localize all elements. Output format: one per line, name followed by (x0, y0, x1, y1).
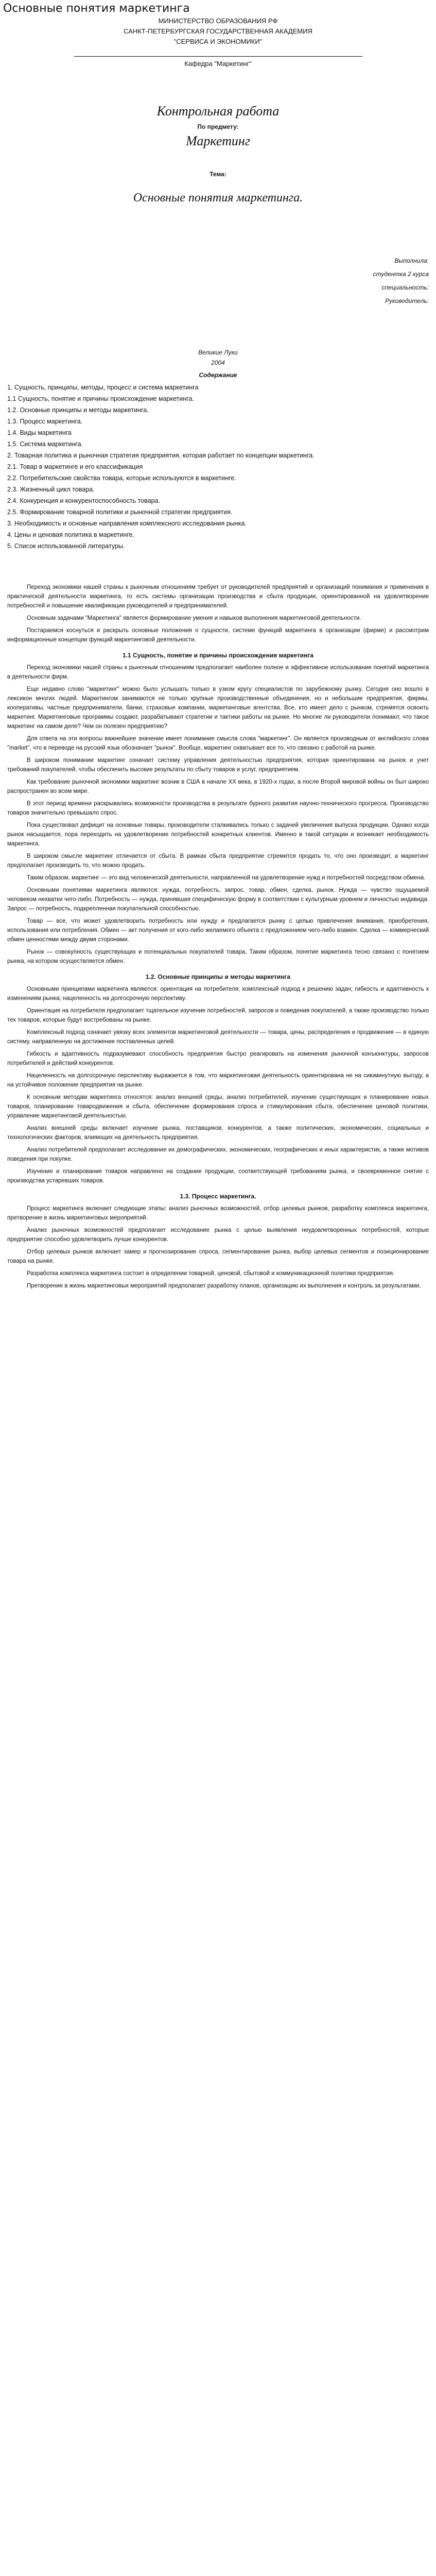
paragraph: Изучение и планирование товаров направлено на создание продукции, соответствующей требованиям рынка, и своевременное снятие с производства устаревших товаров. (7, 1168, 429, 1184)
section-heading-1-3: 1.3. Процесс маркетинга. (180, 1193, 256, 1200)
paragraph: Процесс маркетинга включает следующие этапы: анализ рыночных возможностей, отбор целевых рынков, разработку комплекса маркетинга, претворение в жизнь маркетинговых мероприятий. (7, 1206, 429, 1221)
divider (74, 56, 362, 57)
paragraph: Переход экономики нашей страны к рыночным отношениям предполагает наиболее полное и эффективное использование понятий маркетинга в деятельности фирм. (7, 665, 429, 680)
section-heading-1-2: 1.2. Основные принципы и методы маркетинга (145, 973, 291, 980)
paragraph: Основными понятиями маркетинга являются: нужда, потребность, запрос, товар, обмен, сделка, рынок. Нужда — чувство ощущаемой человеком нехватки чего-либо. Потребность — нужда, принявшая специфическую форму в соответствии с культурным уровнем и личностью индивида. Запрос — потребность, подкрепленная покупательной способностью. (7, 887, 429, 912)
body-intro (0, 583, 436, 645)
toc-item: 1.3. Процесс маркетинга. (7, 418, 83, 425)
paragraph: Анализ внешней среды включает изучение рынка, поставщиков, конкурентов, а также политических, экономических, социальных и технологических факторов, влияющих на деятельность предприятия. (7, 1125, 429, 1141)
paragraph: Отбор целевых рынков включает замер и прогнозирование спроса, сегментирование рынка, выбор целевых сегментов и позиционирование товара на рынке. (7, 1249, 429, 1264)
specialty-label: специальность: (381, 284, 429, 291)
section-heading-1-1: 1.1 Сущность, понятие и причины происхождения маркетинга (123, 652, 313, 659)
paragraph: Разработка комплекса маркетинга состоит в определении товарной, ценовой, сбытовой и коммуникационной политики предприятия. (27, 1270, 395, 1277)
toc-item: 3. Необходимость и основные направления комплексного исследования рынка. (7, 520, 247, 527)
paragraph: Пока существовал дефицит на основные товары, производители сталкивались только с задачей увеличения выпуска продукции. Однако когда рынок насыщается, пора переходить на удовлетворение потребностей конкретных клиентов. Именно в такой ситуации и возникает необходимость маркетинга. (7, 822, 429, 847)
author-block (0, 254, 429, 308)
year: 2004 (211, 359, 225, 366)
toc-item: 2. Товарная политика и рыночная стратегия предприятия, которая работает по концепции маркетинга. (7, 452, 315, 459)
toc-heading: Содержание (199, 371, 237, 379)
paragraph: Для ответа на эти вопросы важнейшее значение имеет понимание смысла слова "маркетинг". Он является производным от английского слова "market", что в переводе на русский язык обозначает "рынок". Вообще, маркетинг охватывает все то, что связано с работой на рынке. (7, 736, 429, 751)
paragraph: Рынок — совокупность существующих и потенциальных покупателей товара. Таким образом, понятие маркетинга тесно связано с понятием рынка, на котором осуществляется обмен. (7, 949, 429, 964)
paragraph: В широком смысле маркетинг отличается от сбыта. В рамках сбыта предприятие стремится продать то, что оно производит, а маркетинг предполагает производить то, что можно продать. (7, 853, 429, 869)
toc-item: 1.1 Сущность, понятие и причины происхождение маркетинга. (7, 395, 194, 402)
student-label: студентка 2 курса (373, 270, 429, 278)
city: Великие Луки (198, 349, 238, 356)
paragraph: К основным методам маркетинга относятся: анализ внешней среды, анализ потребителей, изучение существующих и планирование новых товаров, планирование товародвижения и сбыта, обеспечение формирования спроса и стимулирования сбыта, обеспечение ценовой политики, управление маркетинговой деятельностью. (7, 1094, 429, 1119)
ministry-name: МИНИСТЕРСТВО ОБРАЗОВАНИЯ РФ (158, 17, 278, 25)
academy-name: САНКТ-ПЕТЕРБУРГСКАЯ ГОСУДАРСТВЕННАЯ АКАДЕМИЯ (124, 27, 312, 35)
page (0, 16, 436, 1291)
section-1-2 (0, 985, 436, 1185)
paragraph: Как требование рыночной экономики маркетинг возник в США в начале ХХ века, в 1920-х годах, а после Второй мировой войны он был широко распространен во всем мире. (7, 779, 429, 794)
toc-item: 1.4. Виды маркетинга (7, 429, 72, 436)
subject-label: По предмету: (197, 123, 239, 130)
paragraph: Постараемся коснуться и раскрыть основные положения о сущности, системе функций маркетинга в организации (фирме) и рассмотрим информационные концепции функций маркетинговой деятельности. (7, 628, 429, 643)
paragraph: Товар — все, что может удовлетворить потребность или нужду и предлагается рынку с целью привлечения внимания, приобретения, использования или потребления. Обмен — акт получения от кого-либо желаемого объекта с предложением чего-либо взамен. Сделка — коммерческий обмен ценностями между двумя сторонами. (7, 918, 429, 943)
toc-item: 2.5. Формирование товарной политики и рыночной стратегии предприятия. (7, 509, 233, 516)
section-1-1 (0, 663, 436, 966)
toc-item: 2.2. Потребительские свойства товара, которые используются в маркетинге. (7, 474, 236, 482)
paragraph: Ориентация на потребителя предполагает тщательное изучение потребностей, запросов и поведения покупателей, а также производство только тех товаров, которые будут востребованы на рынке. (7, 1008, 429, 1023)
supervisor-label: Руководитель: (385, 297, 429, 304)
toc-item: 2.4. Конкуренция и конкурентоспособность товара. (7, 497, 161, 504)
paragraph: Основным задачами "Маркетинга" является формирование умения и навыков выполнения маркетинговой деятельности. (27, 615, 361, 621)
paragraph: Таким образом, маркетинг — это вид человеческой деятельности, направленной на удовлетворение нужд и потребностей посредством обмена. (27, 875, 426, 881)
toc-item: 1.5. Система маркетинга. (7, 440, 83, 448)
table-of-contents (7, 382, 436, 552)
paragraph: В этот период времени раскрывались возможности производства в результате бурного развития научно-технического прогресса. Производство товаров значительно превышало спрос. (7, 801, 429, 816)
paragraph: Комплексный подход означает увязку всех элементов маркетинговой деятельности — товара, цены, распределения и продвижения — в единую систему, направленную на достижение поставленных целей. (7, 1029, 429, 1045)
theme: Основные понятия маркетинга. (133, 191, 303, 205)
cover-header (0, 16, 436, 47)
work-type: Контрольная работа (156, 104, 280, 118)
toc-item: 5. Список использованной литературы. (7, 543, 125, 550)
paragraph: Анализ потребителей предполагает исследование их демографических, экономических, географических и иных характеристик, а также мотивов поведения при покупке. (7, 1147, 429, 1162)
toc-item: 4. Цены и ценовая политика в маркетинге. (7, 531, 135, 538)
paragraph: Анализ рыночных возможностей предполагает исследование рынка с целью выявления неудовлетворенных потребностей, которые предприятие способно удовлетворить лучше конкурентов. (7, 1227, 429, 1243)
subject: Маркетинг (186, 133, 250, 148)
paragraph: В широком понимании маркетинг означает систему управления деятельностью предприятия, которая ориентирована на рынок и учет требований покупателей, чтобы обеспечить высокие результаты по сбыту товаров и услуг, предприятием. (7, 757, 429, 773)
paragraph: Переход экономики нашей страны к рыночным отношениям требует от руководителей предприятий и организаций понимания и применения в практической деятельности маркетинга, то есть системы организации производства и сбыта продукции, ориентированной на удовлетворение потребностей и повышение квалификации руководителей и предпринимателей. (7, 584, 429, 609)
toc-item: 2.1. Товар в маркетинге и его классификация (7, 463, 143, 470)
toc-item: 2.3. Жизненный цикл товара. (7, 486, 95, 493)
paragraph: Нацеленность на долгосрочную перспективу выражается в том, что маркетинговая деятельность ориентирована не на сиюминутную выгоду, а на устойчивое положение предприятия на рынке. (7, 1073, 429, 1088)
section-1-3 (0, 1204, 436, 1291)
document-title: Основные понятия маркетинга (3, 2, 190, 15)
performer-label: Выполнила: (394, 257, 429, 264)
toc-item: 1. Сущность, принципы, методы, процесс и система маркетинга (7, 384, 199, 391)
theme-label: Тема: (210, 171, 226, 178)
paragraph: Еще недавно слово "маркетинг" можно было услышать только в узком кругу специалистов по зарубежному рынку. Сегодня оно вошло в лексикон многих людей. Маркетингом занимаются не только крупные производственные объединения, но и небольшие предприятия, фирмы, кооперативы, частные предприниматели, банки, страховые компании, маркетинговые агентства. Все, кто имеет дело с рынком, стремятся освоить маркетинг. Маркетинговые программы создают, разрабатывают стратегии и тактики работы на рынке. Но многие ли руководители понимают, что такое маркетинг на самом деле? Чем он полезен предприятию? (7, 686, 429, 730)
academy-name-2: "СЕРВИСА И ЭКОНОМИКИ" (173, 38, 263, 45)
department-name: Кафедра "Маркетинг" (184, 60, 252, 67)
toc-item: 1.2. Основные принципы и методы маркетинга. (7, 406, 149, 414)
paragraph: Основными принципами маркетинга являются: ориентация на потребителя; комплексный подход к решению задач; гибкость и адаптивность к изменениям рынка; нацеленность на долгосрочную перспективу. (7, 986, 429, 1002)
paragraph: Гибкость и адаптивность подразумевают способность предприятия быстро реагировать на изменения рыночной конъюнктуры, запросов потребителей и действий конкурентов. (7, 1051, 429, 1066)
paragraph: Претворение в жизнь маркетинговых мероприятий предполагает разработку планов, организацию их выполнения и контроль за результатами. (27, 1283, 421, 1289)
